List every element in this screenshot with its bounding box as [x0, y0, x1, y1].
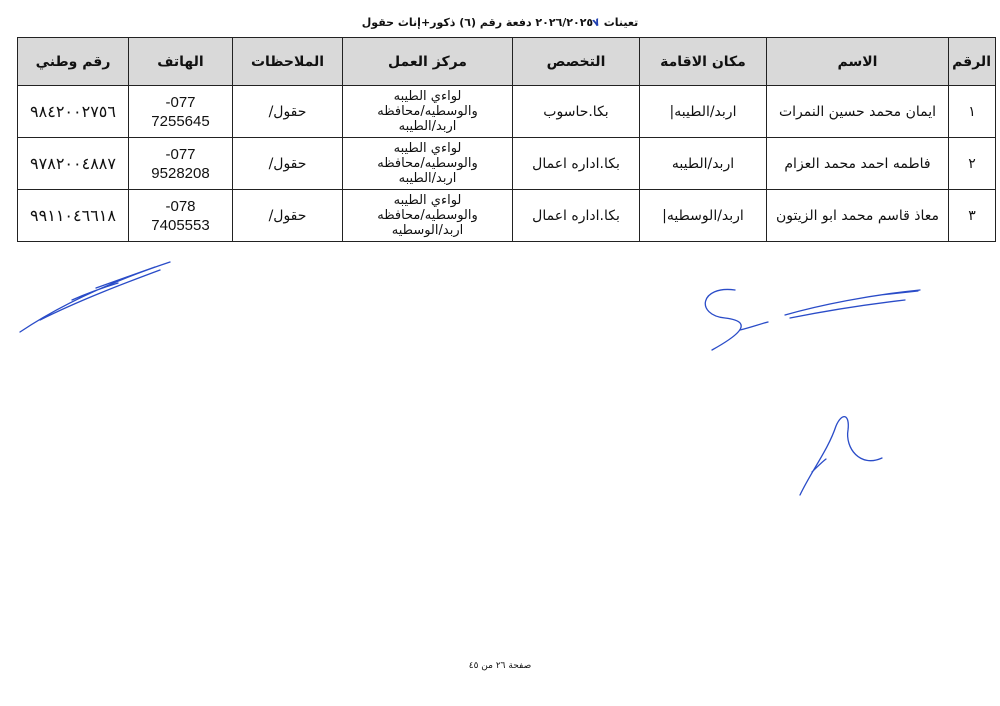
cell-national-id: ٩٩١١٠٤٦٦١٨: [18, 190, 129, 242]
signature-right: [785, 290, 920, 318]
title-mark: ٧: [591, 15, 602, 30]
workplace-line: اربد/الوسطيه: [391, 223, 464, 238]
page-number: صفحة ٢٦ من ٤٥: [468, 661, 532, 671]
cell-name: فاطمه احمد محمد العزام: [767, 138, 949, 190]
cell-specialty: بكا.حاسوب: [513, 86, 640, 138]
cell-residence: اربد/الوسطيه|: [640, 190, 767, 242]
cell-national-id: ٩٨٤٢٠٠٢٧٥٦: [18, 86, 129, 138]
cell-workplace: [343, 86, 513, 138]
phone-line: 077-: [165, 145, 196, 163]
cell-notes: حقول/: [233, 138, 343, 190]
appointments-table: [17, 37, 996, 242]
cell-index: ١: [949, 86, 996, 138]
cell-phone: [129, 138, 233, 190]
header-workplace: مركز العمل: [343, 38, 513, 86]
table-row: [18, 86, 996, 138]
page-title: [0, 16, 1000, 29]
phone-line: 077-: [165, 93, 196, 111]
cell-name: معاذ قاسم محمد ابو الزيتون: [767, 190, 949, 242]
cell-notes: حقول/: [233, 86, 343, 138]
cell-phone: [129, 86, 233, 138]
header-index: الرقم: [949, 38, 996, 86]
cell-index: ٢: [949, 138, 996, 190]
workplace-line: لواءي الطيبه: [393, 141, 462, 156]
workplace-line: والوسطيه/محافظه: [377, 208, 478, 223]
phone-line: 9528208: [151, 164, 210, 182]
phone-line: 7405553: [151, 216, 210, 234]
phone-line: 078-: [165, 197, 196, 215]
signature-middle: [705, 289, 768, 350]
header-specialty: التخصص: [513, 38, 640, 86]
cell-national-id: ٩٧٨٢٠٠٤٨٨٧: [18, 138, 129, 190]
header-name: الاسم: [767, 38, 949, 86]
workplace-line: لواءي الطيبه: [393, 89, 462, 104]
cell-residence: اربد/الطيبه: [640, 138, 767, 190]
cell-notes: حقول/: [233, 190, 343, 242]
workplace-line: اربد/الطيبه: [398, 171, 457, 186]
title-rest: ٢٠٢٦/٢٠٢٥ دفعة رقم (٦) ذكور+إناث حقول: [361, 16, 594, 29]
signature-left: [20, 262, 170, 332]
workplace-line: لواءي الطيبه: [393, 193, 462, 208]
header-notes: الملاحظات: [233, 38, 343, 86]
workplace-line: والوسطيه/محافظه: [377, 104, 478, 119]
phone-line: 7255645: [151, 112, 210, 130]
cell-index: ٣: [949, 190, 996, 242]
cell-workplace: [343, 138, 513, 190]
cell-residence: اربد/الطيبه|: [640, 86, 767, 138]
signature-bottom: [800, 417, 882, 495]
cell-workplace: [343, 190, 513, 242]
cell-name: ايمان محمد حسين النمرات: [767, 86, 949, 138]
cell-specialty: بكا.اداره اعمال: [513, 138, 640, 190]
workplace-line: والوسطيه/محافظه: [377, 156, 478, 171]
title-prefix: تعينات: [603, 16, 639, 29]
header-residence: مكان الاقامة: [640, 38, 767, 86]
table-row: [18, 190, 996, 242]
header-phone: الهاتف: [129, 38, 233, 86]
header-row: [18, 38, 996, 86]
header-national-id: رقم وطني: [18, 38, 129, 86]
cell-phone: [129, 190, 233, 242]
workplace-line: اربد/الطيبه: [398, 119, 457, 134]
cell-specialty: بكا.اداره اعمال: [513, 190, 640, 242]
table-row: [18, 138, 996, 190]
